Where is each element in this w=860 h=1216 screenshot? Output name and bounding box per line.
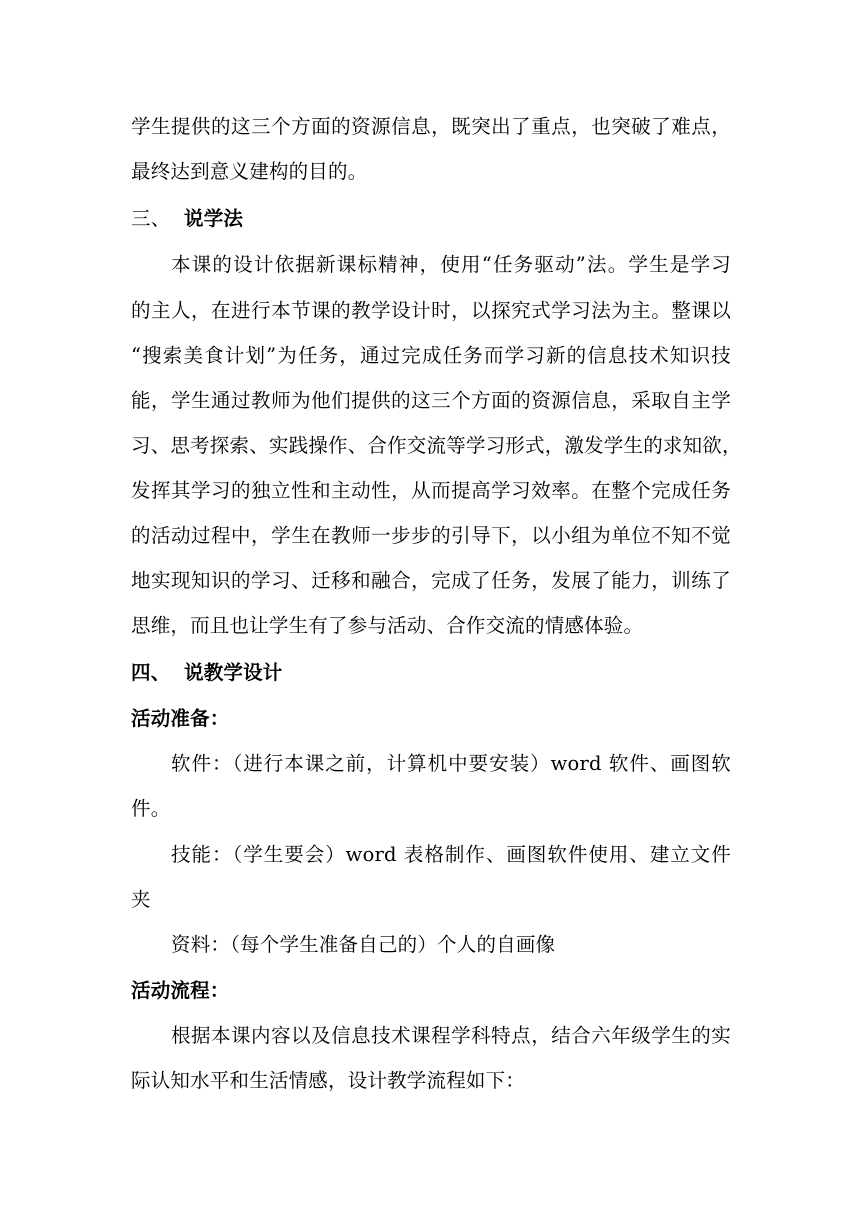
section-4-heading: [131, 659, 731, 686]
skills-line-2: 夹: [131, 888, 151, 911]
intro-paragraph-line-1: 学生提供的这三个方面的资源信息，既突出了重点，也突破了难点，: [131, 115, 731, 138]
software-line-1: 软件：（进行本课之前，计算机中要安装）word 软件、画图软: [171, 752, 731, 775]
method-paragraph-line-9: 思维，而且也让学生有了参与活动、合作交流的情感体验。: [131, 614, 644, 637]
section-3-number: 三、: [131, 207, 171, 230]
method-paragraph-line-8: 地实现知识的学习、迁移和融合，完成了任务，发展了能力，训练了: [131, 569, 731, 592]
section-3-title: 说学法: [184, 207, 244, 230]
section-4-number: 四、: [131, 661, 171, 684]
activity-flow-line-1: 根据本课内容以及信息技术课程学科特点，结合六年级学生的实: [171, 1024, 731, 1047]
intro-paragraph-line-2: 最终达到意义建构的目的。: [131, 160, 368, 183]
software-line-2: 件。: [131, 797, 171, 820]
method-paragraph-line-2: 的主人，在进行本节课的教学设计时，以探究式学习法为主。整课以: [131, 299, 731, 322]
activity-prep-heading: 活动准备：: [131, 707, 230, 730]
method-paragraph-line-7: 的活动过程中，学生在教师一步步的引导下，以小组为单位不知不觉: [131, 524, 731, 547]
method-paragraph-line-5: 习、思考探索、实践操作、合作交流等学习形式，激发学生的求知欲，: [131, 434, 742, 457]
method-paragraph-line-6: 发挥其学习的独立性和主动性，从而提高学习效率。在整个完成任务: [131, 479, 731, 502]
skills-line-1: 技能：（学生要会）word 表格制作、画图软件使用、建立文件: [171, 843, 731, 866]
section-4-title: 说教学设计: [184, 661, 283, 684]
materials-line: 资料：（每个学生准备自己的）个人的自画像: [171, 933, 556, 956]
method-paragraph-line-1: 本课的设计依据新课标精神，使用“任务驱动”法。学生是学习: [171, 253, 731, 276]
activity-flow-heading: 活动流程：: [131, 979, 230, 1002]
method-paragraph-line-4: 能，学生通过教师为他们提供的这三个方面的资源信息，采取自主学: [131, 389, 731, 412]
activity-flow-line-2: 际认知水平和生活情感，设计教学流程如下：: [131, 1069, 526, 1092]
section-3-heading: [131, 205, 731, 232]
method-paragraph-line-3: “搜索美食计划”为任务，通过完成任务而学习新的信息技术知识技: [131, 344, 731, 367]
